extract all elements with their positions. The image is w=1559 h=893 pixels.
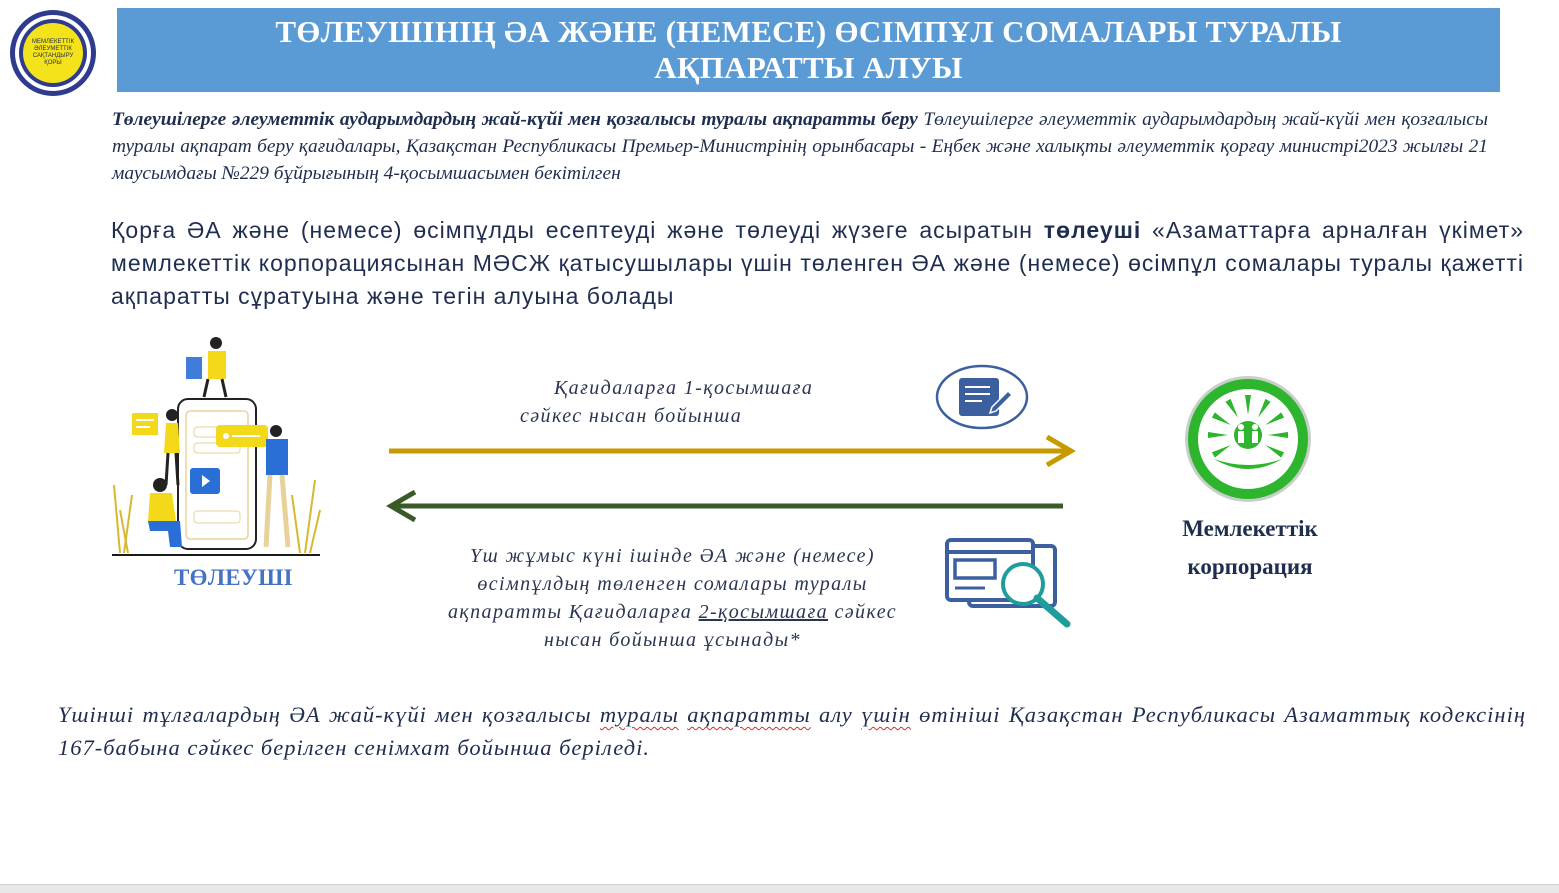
main-text-part1: Қорға ӘА және (немесе) өсімпұлды есептеуді және төлеуді жүзеге асыратын xyxy=(111,217,1044,243)
logo-text-line: МЕМЛЕКЕТТІК xyxy=(32,39,74,45)
state-corporation-label xyxy=(1150,510,1350,586)
fund-logo xyxy=(10,10,96,96)
document-form-icon xyxy=(934,363,1030,431)
request-arrow-label xyxy=(520,374,880,430)
response-label-text: сәйкес xyxy=(828,601,897,623)
intro-text: Төлеушілерге әлеуметтік аударымдардың жай-күйі мен қозғалысы туралы ақпарат беру қағидалары, Қазақстан Республикасы Премьер-Министрінің орынбасары - Еңбек және халықты әлеуметтік қорғау министрі2023 жылғы 21 маусымдағы №229 бұйрығының 4-қосымшасымен бекітілген xyxy=(112,109,1488,184)
response-label-line-3 xyxy=(395,598,950,626)
note-text-spellcheck: үшін xyxy=(861,702,911,727)
main-paragraph xyxy=(111,214,1524,313)
page-title-line-2: АҚПАРАТТЫ АЛУЫ xyxy=(654,50,963,85)
state-corporation-logo xyxy=(1178,375,1318,505)
search-browser-icon xyxy=(945,536,1075,631)
intro-paragraph xyxy=(112,106,1488,187)
note-text: Үшінші тұлғалардың ӘА жай-күйі мен қозғалысы xyxy=(58,702,600,727)
appendix-2-link-text: 2-қосымшаға xyxy=(698,601,829,623)
fund-logo-text xyxy=(23,23,83,83)
note-text: алу xyxy=(810,702,862,727)
response-label-line-2: өсімпұлдың төленген сомалары туралы xyxy=(477,573,868,595)
payer-illustration xyxy=(110,335,325,560)
payer-label: ТӨЛЕУШІ xyxy=(174,565,293,590)
note-text: өтініші Қазақстан Республикасы Азаматтық кодексінің 167-бабына сәйкес берілген сенімхат бойынша беріледі. xyxy=(58,702,1526,760)
page-title-line-1: ТӨЛЕУШІНІҢ ӘА ЖӘНЕ (НЕМЕСЕ) ӨСІМПҰЛ СОМАЛАРЫ ТУРАЛЫ xyxy=(275,14,1342,49)
corp-label-line-1: Мемлекеттік xyxy=(1182,516,1318,541)
main-text-bold: төлеуші xyxy=(1043,217,1142,243)
logo-text-line: ҚОРЫ xyxy=(44,60,62,66)
note-text-spellcheck: ақпаратты xyxy=(687,702,811,727)
response-label-line-1: Үш жұмыс күні ішінде ӘА және (немесе) xyxy=(470,545,875,567)
response-label-text: ақпаратты Қағидаларға xyxy=(448,601,699,623)
logo-text-line: САҚТАНДЫРУ xyxy=(32,53,74,59)
exchange-arrows xyxy=(385,430,1080,522)
request-label-line-2: сәйкес нысан бойынша xyxy=(520,405,743,427)
intro-bold-title: Төлеушілерге әлеуметтік аударымдардың жай-күйі мен қозғалысы туралы ақпаратты беру xyxy=(112,109,918,130)
request-label-line-1: Қағидаларға 1-қосымшаға xyxy=(554,377,814,399)
note-text xyxy=(679,702,687,727)
logo-text-line: ӘЛЕУМЕТТІК xyxy=(34,46,72,52)
main-text-part2: «Азаматтарға арналған үкімет» мемлекеттік корпорациясынан МӘСЖ қатысушылары үшін төленген ӘА және (немесе) өсімпұл сомалары туралы қажетті ақпаратты сұратуына және тегін алуына болады xyxy=(111,217,1525,309)
title-banner xyxy=(117,8,1500,92)
corp-label-line-2: корпорация xyxy=(1187,554,1313,579)
response-label-line-4: нысан бойынша ұсынады* xyxy=(544,629,801,651)
note-text-spellcheck: туралы xyxy=(599,702,679,727)
third-party-note xyxy=(58,698,1526,764)
response-arrow-label xyxy=(395,542,950,654)
